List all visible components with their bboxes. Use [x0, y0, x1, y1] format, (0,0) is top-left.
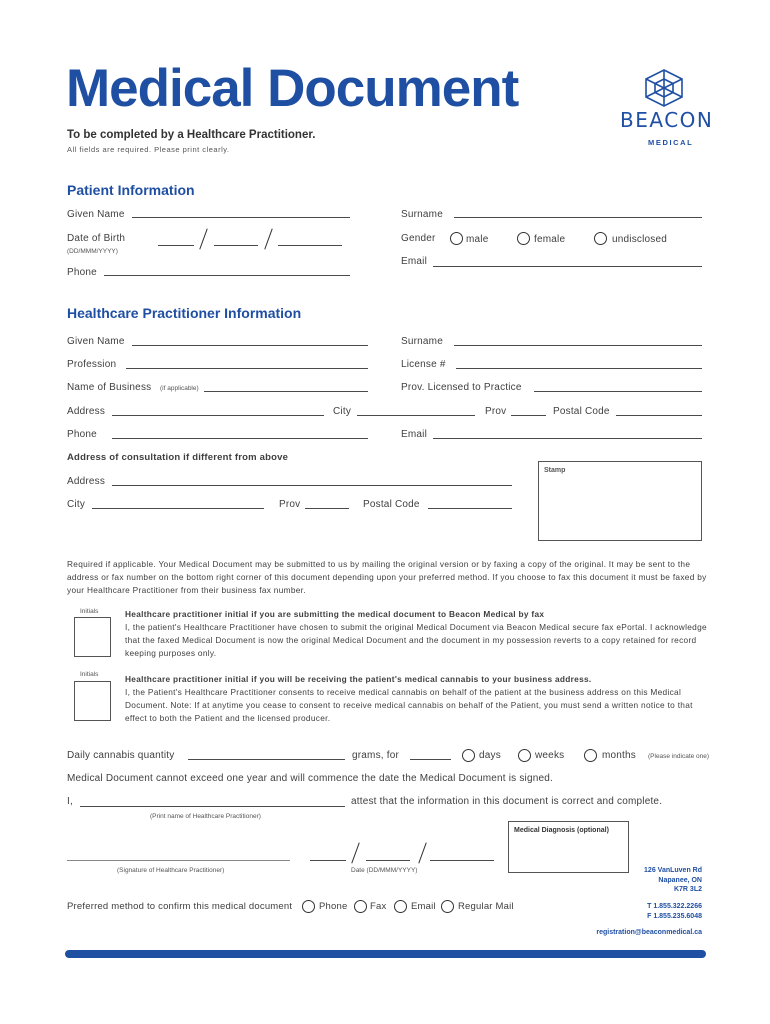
sign-date-year-field[interactable] [430, 860, 494, 861]
practitioner-given-name-label: Given Name [67, 336, 125, 347]
practitioner-city-field[interactable] [357, 415, 475, 416]
gender-male-label: male [466, 234, 489, 245]
confirm-email-radio[interactable] [394, 900, 407, 913]
practitioner-prov-field[interactable] [511, 415, 546, 416]
period-months-radio[interactable] [584, 749, 597, 762]
practitioner-address-label: Address [67, 406, 106, 417]
practitioner-print-name-field[interactable] [80, 806, 345, 807]
gender-male-radio[interactable] [450, 232, 463, 245]
signature-caption: (Signature of Healthcare Practitioner) [117, 867, 225, 874]
confirm-phone-label: Phone [319, 901, 348, 912]
date-separator [264, 228, 272, 249]
contact-tel: T 1.855.322.2266 [647, 903, 702, 910]
confirm-email-label: Email [411, 901, 436, 912]
period-weeks-label: weeks [535, 750, 565, 761]
consult-postal-label: Postal Code [363, 499, 420, 510]
date-separator [199, 228, 207, 249]
initials2-text: I, the Patient's Healthcare Practitioner consents to receive medical cannabis on behalf of the patient at the business address on this Medical Document. Note: If at anytime you cease to consent to receive medical cannabis on behalf of the Patient, you must send a written notice to that effect to both the Patient and the licensed producer. [125, 687, 693, 724]
gender-female-label: female [534, 234, 566, 245]
consult-city-field[interactable] [92, 508, 264, 509]
practitioner-address-field[interactable] [112, 415, 324, 416]
patient-given-name-field[interactable] [132, 217, 350, 218]
grams-for-label: grams, for [352, 750, 400, 761]
contact-address [644, 866, 702, 895]
contact-fax: F 1.855.235.6048 [647, 912, 702, 920]
consult-address-label: Address [67, 476, 106, 487]
practitioner-phone-field[interactable] [112, 438, 368, 439]
contact-phones [647, 902, 702, 921]
practitioner-business-note: (if applicable) [160, 385, 199, 392]
medical-diagnosis-label: Medical Diagnosis (optional) [514, 827, 609, 834]
instruction-note: All fields are required. Please print clearly. [67, 145, 230, 154]
contact-address-line3: K7R 3L2 [673, 886, 702, 893]
practitioner-surname-field[interactable] [454, 345, 702, 346]
logo-name: BEACON [620, 108, 714, 132]
initials2-label: Initials [80, 671, 99, 678]
date-separator [418, 842, 426, 863]
practitioner-email-label: Email [401, 429, 428, 440]
daily-quantity-field[interactable] [188, 759, 345, 760]
practitioner-heading: Healthcare Practitioner Information [67, 305, 302, 321]
confirm-regular-mail-label: Regular Mail [458, 901, 514, 912]
practitioner-postal-label: Postal Code [553, 406, 610, 417]
hexagon-lattice-icon [642, 68, 686, 108]
practitioner-business-field[interactable] [204, 391, 368, 392]
period-weeks-radio[interactable] [518, 749, 531, 762]
initials1-box[interactable] [74, 617, 111, 657]
stamp-label: Stamp [544, 467, 566, 474]
confirm-regular-mail-radio[interactable] [441, 900, 454, 913]
confirm-fax-radio[interactable] [354, 900, 367, 913]
period-days-label: days [479, 750, 501, 761]
confirm-method-label: Preferred method to confirm this medical document [67, 901, 293, 912]
patient-surname-field[interactable] [454, 217, 702, 218]
confirm-fax-label: Fax [370, 901, 387, 912]
logo-tag: MEDICAL [648, 138, 694, 147]
gender-undisclosed-radio[interactable] [594, 232, 607, 245]
practitioner-business-label: Name of Business [67, 382, 152, 393]
practitioner-license-field[interactable] [456, 368, 702, 369]
sign-date-day-field[interactable] [310, 860, 346, 861]
attest-text: attest that the information in this document is correct and complete. [351, 796, 663, 807]
consult-city-label: City [67, 499, 86, 510]
consult-address-field[interactable] [112, 485, 512, 486]
sign-date-caption: Date (DD/MMM/YYYY) [351, 867, 418, 874]
subtitle: To be completed by a Healthcare Practitioner. [67, 129, 316, 141]
patient-email-label: Email [401, 256, 428, 267]
patient-given-name-label: Given Name [67, 209, 125, 220]
patient-dob-label: Date of Birth [67, 233, 126, 244]
contact-address-line1: 126 VanLuven Rd [644, 867, 702, 874]
page-title: Medical Document [66, 59, 519, 118]
patient-phone-label: Phone [67, 267, 97, 278]
practitioner-prov-licensed-label: Prov. Licensed to Practice [401, 382, 522, 393]
period-days-radio[interactable] [462, 749, 475, 762]
consult-postal-field[interactable] [428, 508, 512, 509]
patient-email-field[interactable] [433, 266, 702, 267]
attest-i-label: I, [67, 796, 73, 807]
date-separator [351, 842, 359, 863]
patient-gender-label: Gender [401, 233, 436, 244]
initials2-box[interactable] [74, 681, 111, 721]
practitioner-profession-field[interactable] [126, 368, 368, 369]
print-name-caption: (Print name of Healthcare Practitioner) [150, 813, 261, 820]
patient-phone-field[interactable] [104, 275, 350, 276]
beacon-logo [618, 68, 714, 152]
consult-prov-label: Prov [279, 499, 301, 510]
period-months-label: months [602, 750, 636, 761]
patient-heading: Patient Information [67, 182, 195, 198]
consult-prov-field[interactable] [305, 508, 349, 509]
practitioner-surname-label: Surname [401, 336, 443, 347]
patient-dob-month-field[interactable] [214, 245, 258, 246]
contact-email[interactable]: registration@beaconmedical.ca [596, 929, 702, 936]
practitioner-postal-field[interactable] [616, 415, 702, 416]
practitioner-phone-label: Phone [67, 429, 97, 440]
instructions-paragraph: Required if applicable. Your Medical Document may be submitted to us by mailing the original version or by faxing a copy of the original. It may be sent to the address or fax number on the bottom right corner of this document depending upon your preferred method. If you choose to fax this document it must be faxed by your Healthcare Practitioner from their business fax number. [67, 559, 707, 596]
duration-field[interactable] [410, 759, 451, 760]
stamp-box[interactable] [538, 461, 702, 541]
patient-dob-day-field[interactable] [158, 245, 194, 246]
contact-address-line2: Napanee, ON [658, 876, 702, 884]
initials2-title: Healthcare practitioner initial if you will be receiving the patient's medical cannabis to your business address. [125, 674, 592, 684]
signature-field[interactable] [67, 860, 290, 861]
practitioner-city-label: City [333, 406, 352, 417]
consult-heading: Address of consultation if different from above [67, 452, 289, 463]
indicate-note: (Please indicate one) [648, 753, 710, 760]
confirm-phone-radio[interactable] [302, 900, 315, 913]
daily-quantity-label: Daily cannabis quantity [67, 750, 175, 761]
practitioner-prov-label: Prov [485, 406, 507, 417]
footer-bar [65, 950, 706, 958]
initials1-title: Healthcare practitioner initial if you are submitting the medical document to Beacon Medical by fax [125, 609, 545, 619]
sign-date-month-field[interactable] [366, 860, 410, 861]
gender-undisclosed-label: undisclosed [612, 234, 668, 245]
initials1-label: Initials [80, 608, 99, 615]
limit-note: Medical Document cannot exceed one year and will commence the date the Medical Document is signed. [67, 773, 553, 784]
practitioner-given-name-field[interactable] [132, 345, 368, 346]
patient-surname-label: Surname [401, 209, 443, 220]
practitioner-email-field[interactable] [433, 438, 702, 439]
patient-dob-year-field[interactable] [278, 245, 342, 246]
gender-female-radio[interactable] [517, 232, 530, 245]
initials1-text: I, the patient's Healthcare Practitioner have chosen to submit the original Medical Document via Beacon Medical secure fax ePortal. I acknowledge that the faxed Medical Document is now the original Medical Document and the document in my possession reverts to a copy retained for record keeping purposes only. [125, 622, 707, 659]
practitioner-license-label: License # [401, 359, 446, 370]
medical-diagnosis-box[interactable] [508, 821, 629, 873]
practitioner-profession-label: Profession [67, 359, 117, 370]
practitioner-prov-licensed-field[interactable] [534, 391, 702, 392]
patient-dob-format: (DD/MMM/YYYY) [67, 248, 118, 255]
